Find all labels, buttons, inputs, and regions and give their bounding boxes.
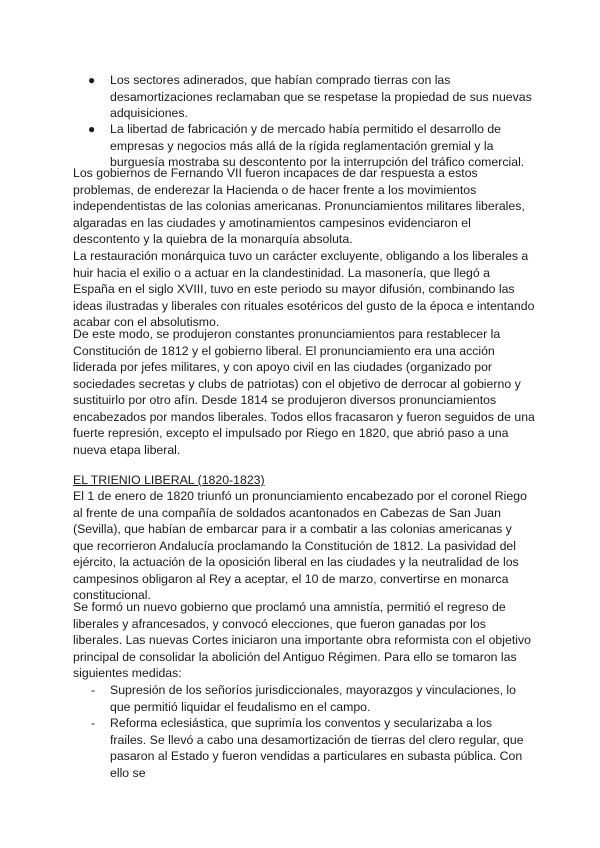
dash-marker: -: [91, 716, 96, 730]
measure-item: Supresión de los señoríos jurisdiccionales, mayorazgos y vinculaciones, lo que permitió liquidar el feudalismo en el campo.: [110, 683, 517, 714]
measure-item: Reforma eclesiástica, que suprimía los conventos y secularizaba a los frailes. Se llevó a cabo una desamortización de tierras del clero regular, que pasaron al Estado y fueron vendidas a particulares en subasta pública. Con ello se: [110, 716, 524, 780]
bullet-item: Los sectores adinerados, que habían comprado tierras con las desamortizaciones reclamaban que se respetase la propiedad de sus nuevas adquisiciones.: [110, 73, 532, 120]
bullet-marker: ●: [88, 73, 96, 87]
dash-marker: -: [91, 683, 96, 697]
section-heading: EL TRIENIO LIBERAL (1820-1823): [73, 473, 265, 487]
paragraph: Se formó un nuevo gobierno que proclamó una amnistía, permitió el regreso de liberales y afrancesados, y convocó elecciones, que fueron ganadas por los liberales. Las nuevas Cortes iniciaron una importante obra reformista con el objetivo principal de consolidar la abolición del Antiguo Régimen. Para ello se tomaron las siguientes medidas:: [73, 600, 531, 680]
paragraph: La restauración monárquica tuvo un carácter excluyente, obligando a los liberales a huir hacia el exilio o a actuar en la clandestinidad. La masonería, que llegó a España en el siglo XVIII, tuvo en este periodo su mayor difusión, combinando las ideas ilustradas y liberales con rituales esotéricos del gusto de la época e intentando acabar con el absolutismo.: [73, 249, 535, 329]
paragraph: De este modo, se produjeron constantes pronunciamientos para restablecer la Constitución de 1812 y el gobierno liberal. El pronunciamiento era una acción liderada por jefes militares, y con apoyo civil en las ciudades (organizado por sociedades secretas y clubs de patriotas) con el objetivo de derrocar al gobierno y sustituirlo por otro afín. Desde 1814 se produjeron diversos pronunciamientos encabezados por mandos liberales. Todos ellos fracasaron y fueron seguidos de una fuerte represión, excepto el impulsado por Riego en 1820, que abrió paso a una nueva etapa liberal.: [73, 327, 535, 457]
paragraph: Los gobiernos de Fernando VII fueron incapaces de dar respuesta a estos problemas, de enderezar la Hacienda o de hacer frente a los movimientos independentistas de las colonias americanas. Pronunciamientos militares liberales, algaradas en las ciudades y amotinamientos campesinos evidenciaron el descontento y la quiebra de la monarquía absoluta.: [73, 166, 525, 246]
bullet-marker: ●: [88, 122, 96, 136]
paragraph: El 1 de enero de 1820 triunfó un pronunciamiento encabezado por el coronel Riego al frente de una compañía de soldados acantonados en Cabezas de San Juan (Sevilla), que habían de embarcar para ir a combatir a las colonias americanas y que recorrieron Andalucía proclamando la Constitución de 1812. La pasividad del ejército, la actuación de la oposición liberal en las ciudades y la neutralidad de los campesinos obligaron al Rey a aceptar, el 10 de marzo, convertirse en monarca constitucional.: [73, 489, 527, 602]
bullet-item: La libertad de fabricación y de mercado había permitido el desarrollo de empresas y negocios más allá de la rígida reglamentación gremial y la burguesía mostraba su descontento por la interrupción del tráfico comercial.: [110, 122, 525, 169]
